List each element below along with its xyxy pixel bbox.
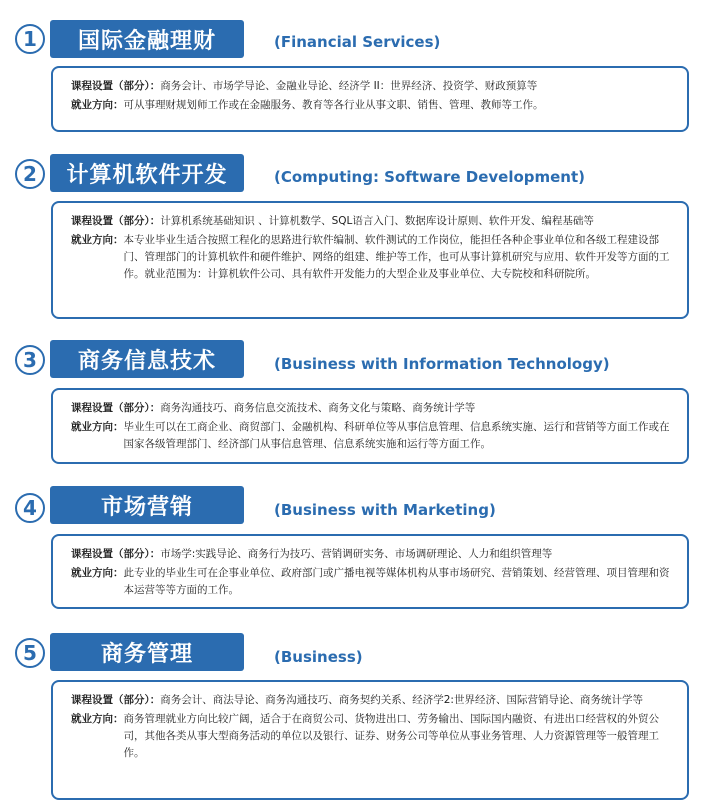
- section-english-title: (Computing: Software Development): [274, 168, 586, 186]
- courses-row: [71, 692, 673, 709]
- courses-label: 课程设置（部分）：: [71, 548, 161, 560]
- career-text: 本专业毕业生适合按照工程化的思路进行软件编制、软件测试的工作岗位，能担任各种企事业单位和各级工程建设部门、管理部门的计算机软件和硬件维护、网络的组建、维护等工作，也可从事计算机研究与应用、软件开发等方面的工作。就业范围为：计算机软件公司、具有软件开发能力的大型企业及事业单位、大专院校和科研院所。: [123, 234, 670, 280]
- career-label: 就业方向：: [71, 713, 124, 725]
- section-card: [51, 388, 689, 464]
- section-english-title: (Financial Services): [274, 33, 441, 51]
- section-card: [51, 66, 689, 132]
- courses-row: [71, 546, 673, 563]
- courses-row: [71, 78, 673, 95]
- section-number: 1: [15, 24, 45, 54]
- section-english-title: (Business with Marketing): [274, 501, 496, 519]
- career-label: 就业方向：: [71, 567, 124, 579]
- section-english-title: (Business): [274, 648, 363, 666]
- courses-text: 计算机系统基础知识 、计算机数学、SQL语言入门、数据库设计原则、软件开发、编程基础等: [160, 215, 594, 227]
- career-text: 可从事理财规划师工作或在金融服务、教育等各行业从事文职、销售、管理、教师等工作。: [123, 99, 544, 111]
- section-card: [51, 680, 689, 800]
- section-card: [51, 534, 689, 609]
- career-label: 就业方向：: [71, 99, 124, 111]
- courses-label: 课程设置（部分）：: [71, 80, 161, 92]
- career-label: 就业方向：: [71, 421, 124, 433]
- section-title: 市场营销: [50, 486, 244, 524]
- career-text: 商务管理就业方向比较广阔，适合于在商贸公司、货物进出口、劳务输出、国际国内融资、有进出口经营权的外贸公司，其他各类从事大型商务活动的单位以及银行、证券、财务公司等单位从事业务管理、人力资源管理等一般管理工作。: [123, 713, 659, 759]
- courses-text: 商务沟通技巧、商务信息交流技术、商务文化与策略、商务统计学等: [160, 402, 476, 414]
- courses-label: 课程设置（部分）：: [71, 694, 161, 706]
- courses-label: 课程设置（部分）：: [71, 402, 161, 414]
- career-row: [71, 232, 673, 283]
- courses-row: [71, 400, 673, 417]
- section-number: 3: [15, 345, 45, 375]
- career-text: 此专业的毕业生可在企事业单位、政府部门或广播电视等媒体机构从事市场研究、营销策划、经营管理、项目管理和资本运营等等方面的工作。: [123, 567, 670, 596]
- courses-text: 商务会计、商法导论、商务沟通技巧、商务契约关系、经济学2:世界经济、国际营销导论、商务统计学等: [160, 694, 643, 706]
- section-card: [51, 201, 689, 319]
- courses-label: 课程设置（部分）：: [71, 215, 161, 227]
- section-title: 商务管理: [50, 633, 244, 671]
- section-title: 计算机软件开发: [50, 154, 244, 192]
- section-title: 商务信息技术: [50, 340, 244, 378]
- career-row: [71, 419, 673, 453]
- section-title: 国际金融理财: [50, 20, 244, 58]
- career-text: 毕业生可以在工商企业、商贸部门、金融机构、科研单位等从事信息管理、信息系统实施、运行和营销等方面工作或在国家各级管理部门、经济部门从事信息管理、信息系统实施和运行等方面工作。: [123, 421, 670, 450]
- career-row: [71, 97, 673, 114]
- courses-row: [71, 213, 673, 230]
- courses-text: 商务会计、市场学导论、金融业导论、经济学 II：世界经济、投资学、财政预算等: [160, 80, 538, 92]
- section-number: 4: [15, 493, 45, 523]
- section-number: 5: [15, 638, 45, 668]
- career-label: 就业方向：: [71, 234, 124, 246]
- section-number: 2: [15, 159, 45, 189]
- section-english-title: (Business with Information Technology): [274, 355, 610, 373]
- courses-text: 市场学:实践导论、商务行为技巧、营销调研实务、市场调研理论、人力和组织管理等: [160, 548, 553, 560]
- career-row: [71, 711, 673, 762]
- career-row: [71, 565, 673, 599]
